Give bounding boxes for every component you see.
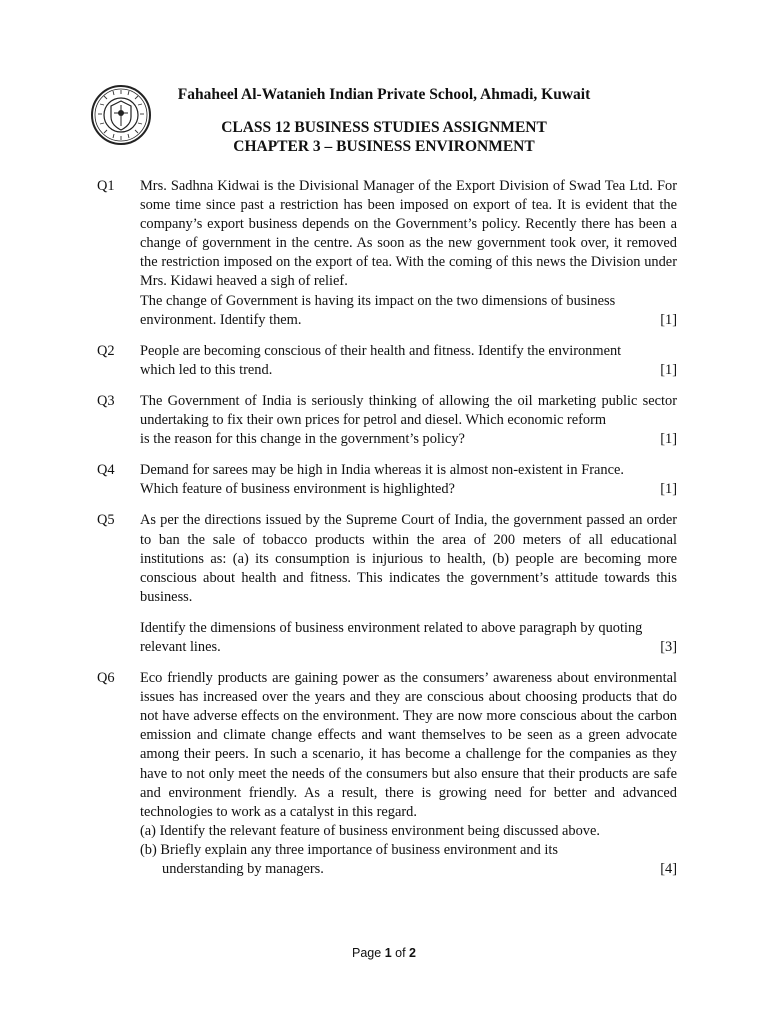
question-q4 [97,461,677,499]
question-number: Q6 [97,670,115,687]
marks-label: [1] [660,361,677,378]
sub-question-b-continued: understanding by managers. [162,861,324,877]
question-prompt: environment. Identify them. [140,311,302,328]
total-pages-number: 2 [409,946,416,960]
question-text: Demand for sarees may be high in India whereas it is almost non-existent in France. [140,462,624,479]
sub-question-b: (b) Briefly explain any three importance of business environment and its [140,841,559,858]
question-number: Q5 [97,512,115,529]
school-name: Fahaheel Al-Watanieh Indian Private School, Ahmadi, Kuwait [177,86,591,103]
question-number: Q2 [97,342,115,359]
question-text: Mrs. Sadhna Kidwai is the Divisional Manager of the Export Division of Swad Tea Ltd. For some time since past a restriction has been imposed on export of tea. It is evident that the company’s export business depends on the Government’s policy. Recently there has been a change of government in the centre. As soon as the new government took over, it removed the restriction imposed on the export of tea. With the coming of this news the Division under Mrs. Kidawi heaved a sigh of relief. [140,178,677,290]
question-q1 [97,177,677,330]
marks-label: [4] [660,861,677,877]
marks-label: [3] [660,638,677,655]
sub-question-a: (a) Identify the relevant feature of business environment being discussed above. [140,822,600,839]
page-footer [0,946,768,960]
question-text: The Government of India is seriously thinking of allowing the oil marketing public sector undertaking to fix their own prices for petrol and diesel. Which economic reform [140,392,677,429]
question-body [140,392,677,449]
question-text: Eco friendly products are gaining power as the consumers’ awareness about environmental issues has increased over the years and they are conscious about choosing products that do not have adverse effects on the environment. They are now more conscious about the carbon emission and climate change effects and want themselves to be seen as a green advocate among their peers. In such a scenario, it has become a challenge for the companies as they have to not only meet the needs of the consumers but also ensure that their products are safe and environment friendly. As a result, there is growing need for better and advanced technologies to work as a catalyst in this regard. [140,670,677,820]
question-text: The change of Government is having its impact on the two dimensions of business [140,292,616,309]
question-q2 [97,342,677,380]
marks-label: [1] [660,481,677,498]
marks-label: [1] [660,431,677,448]
question-q3 [97,392,677,449]
of-word: of [395,946,406,960]
chapter-title: CHAPTER 3 – BUSINESS ENVIRONMENT [233,138,535,155]
question-prompt: which led to this trend. [140,361,273,378]
question-body [140,177,677,330]
question-body [140,669,677,879]
assignment-title: CLASS 12 BUSINESS STUDIES ASSIGNMENT [221,119,547,136]
question-number: Q3 [97,392,115,409]
question-text: As per the directions issued by the Supreme Court of India, the government passed an order to ban the sale of tobacco products within the area of 200 meters of all educational institutions as: (a) its consumption is injurious to health, (b) people are becoming more conscious about health and fitness. This indicates the government’s attitude towards this business. [140,512,677,605]
question-prompt: Which feature of business environment is highlighted? [140,481,455,498]
marks-label: [1] [660,311,677,328]
school-crest-icon [90,84,152,146]
question-prompt: is the reason for this change in the government’s policy? [140,431,465,448]
question-list [97,177,677,891]
question-number: Q4 [97,462,115,479]
question-number: Q1 [97,178,115,194]
question-body [140,342,677,380]
question-prompt: relevant lines. [140,638,221,655]
question-q6 [97,669,677,879]
page-word: Page [352,946,382,960]
question-text: People are becoming conscious of their health and fitness. Identify the environment [140,342,622,359]
current-page-number: 1 [384,946,392,960]
question-body [140,461,677,499]
question-body [140,511,677,657]
question-text: Identify the dimensions of business environment related to above paragraph by quoting [140,619,643,636]
question-q5 [97,511,677,657]
assignment-heading [160,118,608,156]
